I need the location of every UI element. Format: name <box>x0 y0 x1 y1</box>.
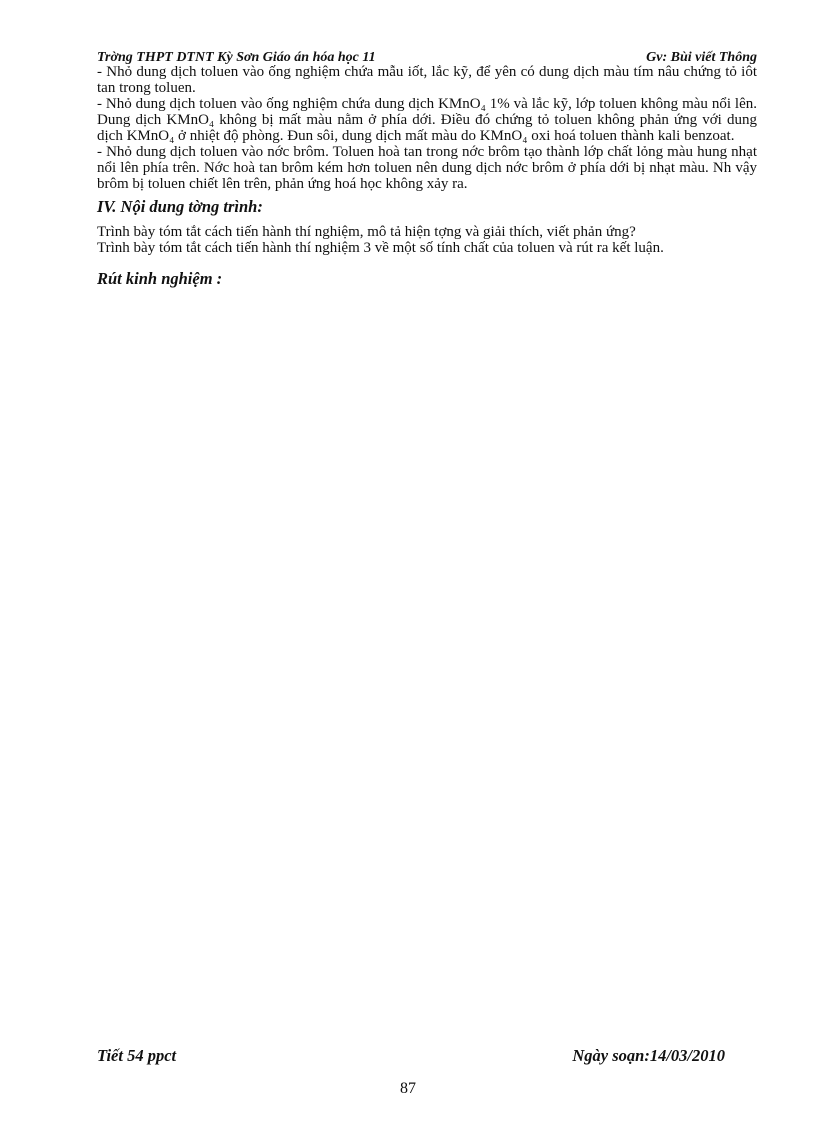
lesson-period: Tiết 54 ppct <box>97 1046 177 1065</box>
paragraph-kmno4: - Nhỏ dung dịch toluen vào ống nghiệm chứa dung dịch KMnO₄ 1% và lắc kỹ, lớp toluen không màu nổi lên. Dung dịch KMnO₄ không bị mất màu nằm ở phía dới. Điều đó chứng tỏ toluen không phản ứng với dung dịch KMnO₄ ở nhiệt độ phòng. Đun sôi, dung dịch mất màu do KMnO₄ oxi hoá toluen thành kali benzoat. <box>97 96 757 144</box>
header-teacher-name: Gv: Bùi viết Thông <box>646 50 757 65</box>
header-school-title: Trờng THPT DTNT Kỳ Sơn Giáo án hóa học 11 <box>97 50 376 65</box>
lessons-learned-heading: Rút kinh nghiệm : <box>97 269 223 288</box>
page-number: 87 <box>400 1080 416 1097</box>
preparation-date: Ngày soạn:14/03/2010 <box>572 1046 725 1065</box>
paragraph-iodine: - Nhỏ dung dịch toluen vào ống nghiệm chứa mẫu iốt, lắc kỹ, để yên có dung dịch màu tím nâu chứng tỏ iôt tan trong toluen. <box>97 64 757 96</box>
paragraph-bromine: - Nhỏ dung dịch toluen vào nớc brôm. Toluen hoà tan trong nớc brôm tạo thành lớp chất lỏng màu hung nhạt nổi lên phía trên. Nớc hoà tan brôm kém hơn toluen nên dung dịch nớc brôm ở phía dới bị nhạt màu. Nh vậy brôm bị toluen chiết lên trên, phản ứng hoá học không xảy ra. <box>97 144 757 192</box>
question-2: Trình bày tóm tắt cách tiến hành thí nghiệm 3 về một số tính chất của toluen và rút ra kết luận. <box>97 240 664 256</box>
section-title: IV. Nội dung tờng trình: <box>97 197 263 216</box>
page-footer <box>97 1046 725 1066</box>
document-body <box>97 64 757 288</box>
question-1: Trình bày tóm tắt cách tiến hành thí nghiệm, mô tả hiện tợng và giải thích, viết phản ứng? <box>97 224 636 240</box>
